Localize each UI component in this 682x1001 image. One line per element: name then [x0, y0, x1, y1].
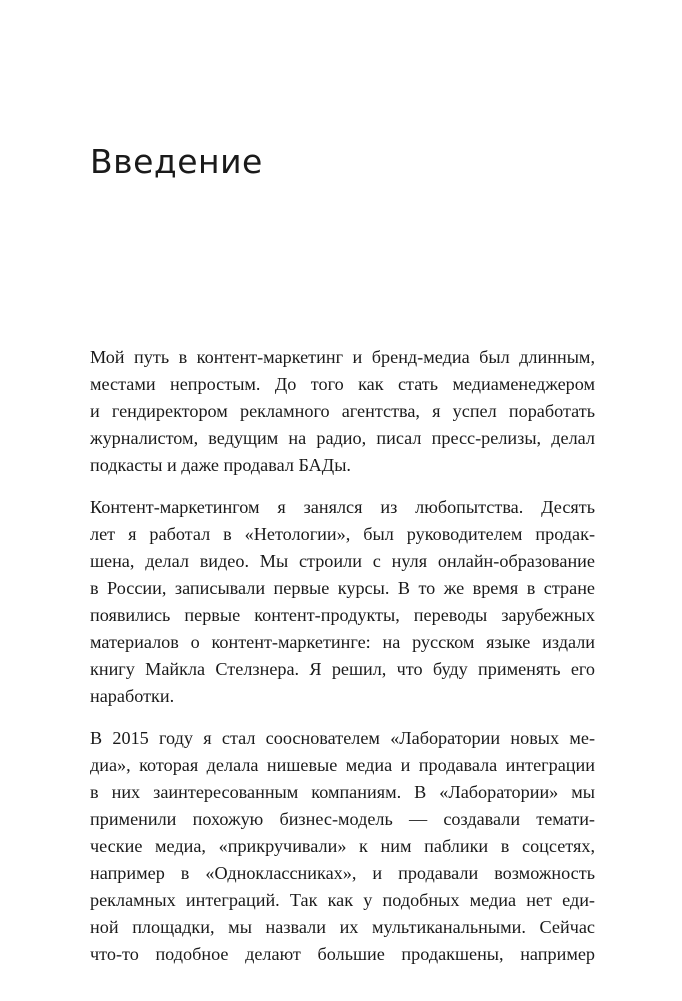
- text-line: материалов о контент-маркетинге: на русском языке издали: [90, 632, 595, 652]
- text-line: лет я работал в «Нетологии», был руководителем продак-: [90, 524, 595, 544]
- text-line: появились первые контент-продукты, переводы зарубежных: [90, 605, 595, 625]
- text-line: Мой путь в контент-маркетинг и бренд-медиа был длинным,: [90, 347, 595, 367]
- text-line: наработки.: [90, 686, 175, 706]
- text-line: шена, делал видео. Мы строили с нуля онлайн-образование: [90, 551, 595, 571]
- paragraph-2: [90, 494, 595, 710]
- text-line: применили похожую бизнес-модель — создавали темати-: [90, 809, 595, 829]
- text-line: и гендиректором рекламного агентства, я успел поработать: [90, 401, 595, 421]
- paragraph-1: [90, 344, 595, 479]
- text-line: в них заинтересованным компаниям. В «Лаборатории» мы: [90, 782, 595, 802]
- text-line: в России, записывали первые курсы. В то же время в стране: [90, 578, 595, 598]
- text-line: Контент-маркетингом я занялся из любопытства. Десять: [90, 497, 595, 517]
- body-text: [90, 344, 595, 983]
- text-line: что-то подобное делают большие продакшены, например: [90, 944, 595, 964]
- text-line: В 2015 году я стал сооснователем «Лаборатории новых ме-: [90, 728, 595, 748]
- text-line: журналистом, ведущим на радио, писал пресс-релизы, делал: [90, 428, 595, 448]
- text-line: рекламных интеграций. Так как у подобных медиа нет еди-: [90, 890, 595, 910]
- text-line: ной площадки, мы назвали их мультиканальными. Сейчас: [90, 917, 595, 937]
- text-line: местами непростым. До того как стать медиаменеджером: [90, 374, 595, 394]
- text-line: подкасты и даже продавал БАДы.: [90, 455, 351, 475]
- paragraph-3: [90, 725, 595, 968]
- text-line: например в «Одноклассниках», и продавали возможность: [90, 863, 595, 883]
- text-line: ческие медиа, «прикручивали» к ним паблики в соцсетях,: [90, 836, 595, 856]
- text-line: книгу Майкла Стелзнера. Я решил, что буду применять его: [90, 659, 595, 679]
- chapter-title: Введение: [90, 142, 263, 181]
- text-line: диа», которая делала нишевые медиа и продавала интеграции: [90, 755, 595, 775]
